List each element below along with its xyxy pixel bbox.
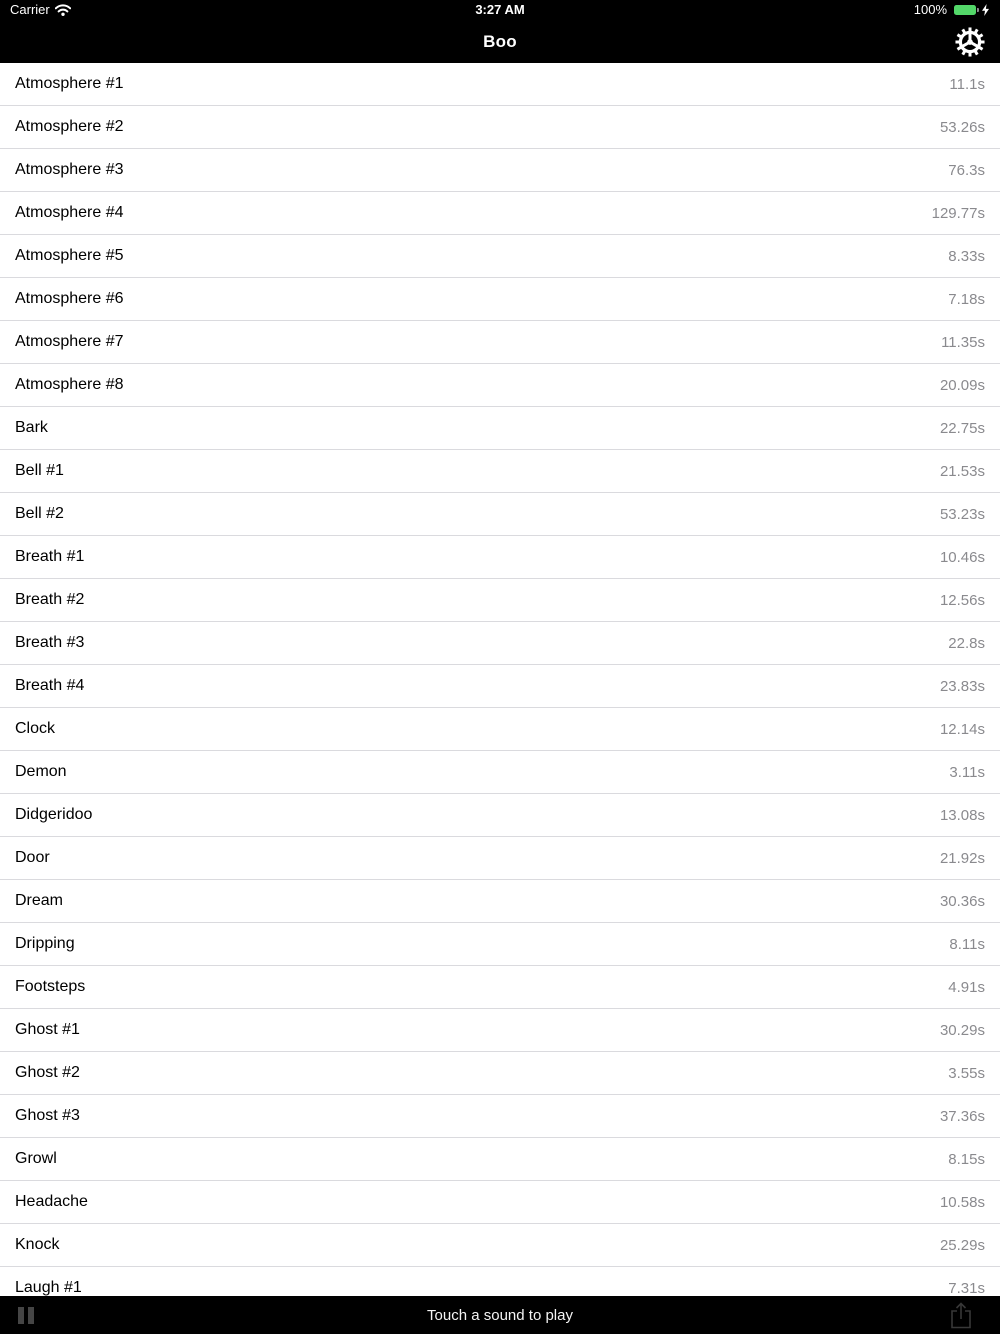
sound-name: Laugh #1 <box>15 1279 82 1296</box>
sound-name: Atmosphere #3 <box>15 161 124 178</box>
sound-row[interactable] <box>0 63 1000 106</box>
sound-name: Atmosphere #8 <box>15 376 124 393</box>
sound-name: Atmosphere #7 <box>15 333 124 350</box>
sound-duration: 8.15s <box>948 1150 985 1168</box>
sound-row[interactable] <box>0 1267 1000 1296</box>
sound-name: Atmosphere #1 <box>15 75 124 92</box>
sound-duration: 21.53s <box>939 462 985 480</box>
sound-duration: 129.77s <box>931 204 985 222</box>
sound-name: Door <box>15 849 50 866</box>
sound-duration: 22.75s <box>939 419 985 437</box>
sound-duration: 30.29s <box>939 1021 985 1039</box>
header <box>0 0 1000 63</box>
sound-row[interactable] <box>0 1052 1000 1095</box>
sound-name: Breath #3 <box>15 634 85 651</box>
sound-name: Dripping <box>15 935 75 952</box>
sound-duration: 23.83s <box>939 677 985 695</box>
battery-percent-label: 100% <box>913 2 947 17</box>
sound-duration: 30.36s <box>939 892 985 910</box>
sound-name: Didgeridoo <box>15 806 93 823</box>
sound-row[interactable] <box>0 966 1000 1009</box>
sound-duration: 7.31s <box>948 1279 985 1296</box>
sound-duration: 21.92s <box>939 849 985 867</box>
sound-row[interactable] <box>0 579 1000 622</box>
sound-name: Atmosphere #6 <box>15 290 124 307</box>
sound-row[interactable] <box>0 837 1000 880</box>
sound-duration: 8.11s <box>949 935 985 953</box>
sound-duration: 25.29s <box>939 1236 985 1254</box>
status-bar <box>0 0 1000 20</box>
playback-status-text: Touch a sound to play <box>427 1306 573 1324</box>
sound-name: Dream <box>15 892 64 909</box>
sound-duration: 13.08s <box>939 806 985 824</box>
sound-row[interactable] <box>0 1009 1000 1052</box>
sound-name: Bark <box>15 419 48 436</box>
sound-duration: 10.58s <box>939 1193 985 1211</box>
sound-row[interactable] <box>0 235 1000 278</box>
sound-name: Atmosphere #5 <box>15 247 124 264</box>
sound-name: Atmosphere #4 <box>15 204 124 221</box>
sound-duration: 12.14s <box>939 720 985 738</box>
sound-name: Breath #4 <box>15 677 85 694</box>
carrier-label: Carrier <box>10 2 50 17</box>
clock-time: 3:27 AM <box>475 2 525 17</box>
sound-row[interactable] <box>0 1138 1000 1181</box>
sound-row[interactable] <box>0 450 1000 493</box>
sound-duration: 22.8s <box>948 634 985 652</box>
sound-row[interactable] <box>0 536 1000 579</box>
sound-name: Footsteps <box>15 978 86 995</box>
settings-button[interactable] <box>954 26 986 58</box>
sound-name: Breath #1 <box>15 548 85 565</box>
sound-duration: 76.3s <box>948 161 985 179</box>
sound-row[interactable] <box>0 1224 1000 1267</box>
sound-row[interactable] <box>0 923 1000 966</box>
sound-row[interactable] <box>0 493 1000 536</box>
sound-row[interactable] <box>0 794 1000 837</box>
gear-icon <box>955 27 985 57</box>
sound-duration: 3.11s <box>949 763 985 781</box>
page-title: Boo <box>483 31 517 51</box>
sound-name: Ghost #3 <box>15 1107 80 1124</box>
sound-duration: 12.56s <box>939 591 985 609</box>
sound-name: Demon <box>15 763 67 780</box>
sound-name: Breath #2 <box>15 591 85 608</box>
sound-row[interactable] <box>0 708 1000 751</box>
sound-duration: 20.09s <box>939 376 985 394</box>
sound-name: Ghost #2 <box>15 1064 80 1081</box>
sound-name: Knock <box>15 1236 60 1253</box>
sound-row[interactable] <box>0 407 1000 450</box>
sound-row[interactable] <box>0 880 1000 923</box>
sound-duration: 11.1s <box>949 75 985 93</box>
sound-row[interactable] <box>0 622 1000 665</box>
sound-row[interactable] <box>0 665 1000 708</box>
sound-list <box>0 63 1000 1296</box>
sound-row[interactable] <box>0 751 1000 794</box>
sound-row[interactable] <box>0 1181 1000 1224</box>
sound-row[interactable] <box>0 1095 1000 1138</box>
sound-name: Bell #2 <box>15 505 64 522</box>
sound-name: Headache <box>15 1193 88 1210</box>
sound-name: Growl <box>15 1150 57 1167</box>
sound-duration: 3.55s <box>948 1064 985 1082</box>
sound-duration: 7.18s <box>948 290 985 308</box>
sound-row[interactable] <box>0 278 1000 321</box>
sound-duration: 11.35s <box>941 333 985 351</box>
sound-row[interactable] <box>0 364 1000 407</box>
sound-duration: 53.26s <box>939 118 985 136</box>
battery-icon <box>954 5 976 15</box>
sound-duration: 4.91s <box>948 978 985 996</box>
sound-row[interactable] <box>0 106 1000 149</box>
sound-name: Clock <box>15 720 56 737</box>
nav-bar <box>0 20 1000 63</box>
sound-row[interactable] <box>0 321 1000 364</box>
sound-row[interactable] <box>0 149 1000 192</box>
sound-name: Bell #1 <box>15 462 64 479</box>
sound-row[interactable] <box>0 192 1000 235</box>
sound-name: Atmosphere #2 <box>15 118 124 135</box>
sound-duration: 10.46s <box>939 548 985 566</box>
sound-duration: 37.36s <box>939 1107 985 1125</box>
sound-name: Ghost #1 <box>15 1021 80 1038</box>
sound-duration: 53.23s <box>939 505 985 523</box>
sound-duration: 8.33s <box>948 247 985 265</box>
bottom-toolbar <box>0 1296 1000 1334</box>
